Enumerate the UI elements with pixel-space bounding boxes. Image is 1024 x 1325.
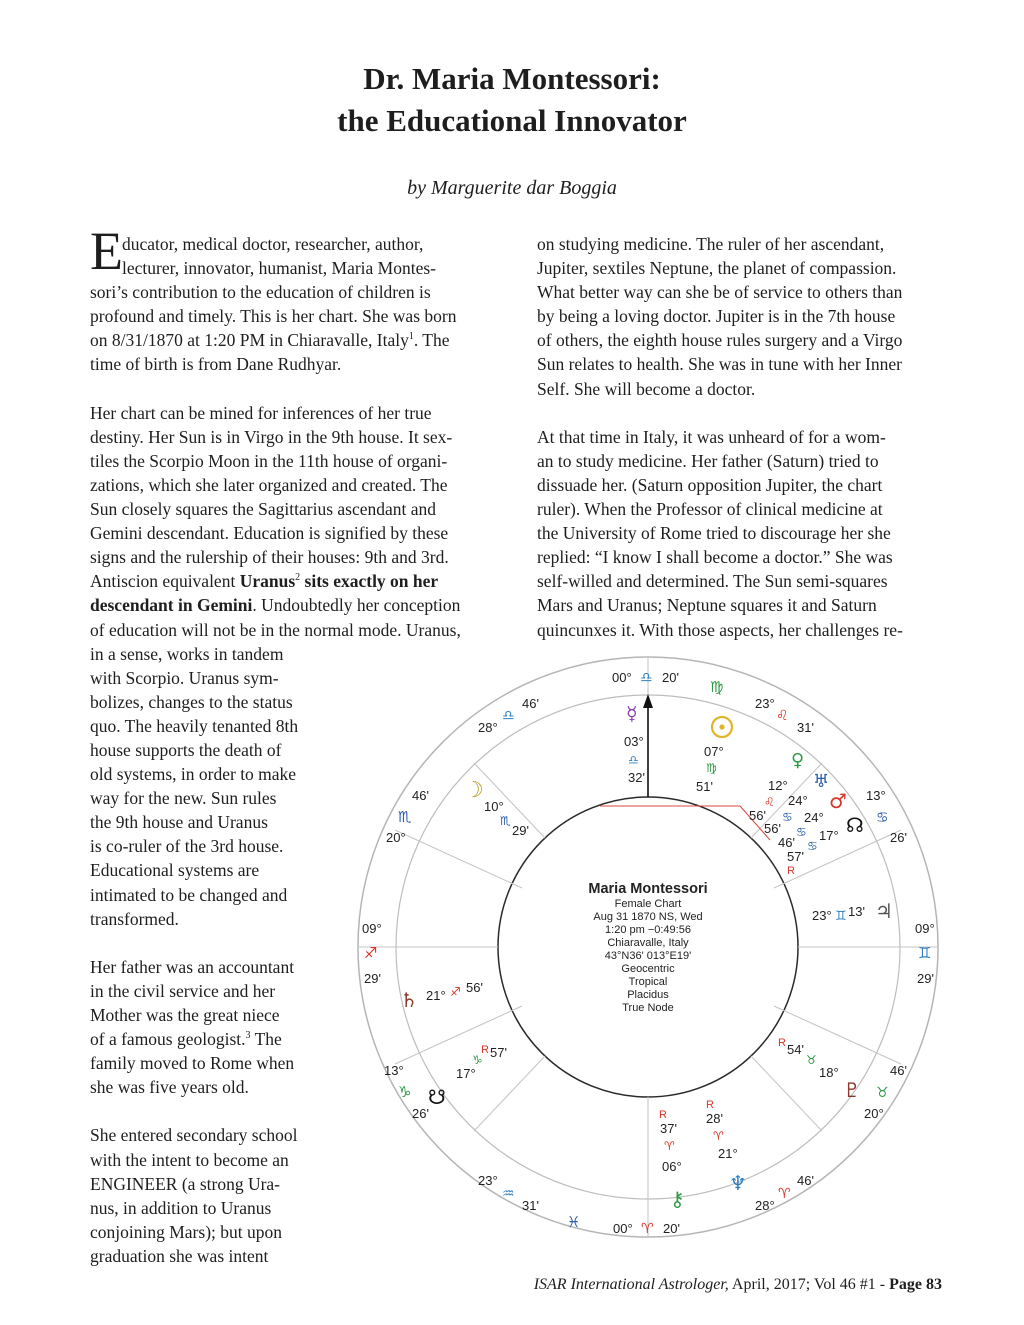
text-line: Jupiter, sextiles Neptune, the planet of compassion. bbox=[537, 258, 897, 279]
taurus-icon: ♉ bbox=[876, 1085, 889, 1101]
cusp2-minutes: 26' bbox=[412, 1106, 429, 1121]
gemini-icon: ♊ bbox=[918, 944, 932, 962]
page-footer bbox=[534, 1276, 942, 1294]
south-node-icon: ☋ bbox=[428, 1085, 446, 1109]
cusp11-degree: 28° bbox=[478, 720, 498, 735]
cusp9-degree: 23° bbox=[755, 696, 775, 711]
cusp12-minutes: 46' bbox=[412, 788, 429, 803]
chart-info-line: 43°N36' 013°E19' bbox=[604, 950, 692, 962]
pluto-minutes: 54' bbox=[787, 1042, 804, 1057]
uranus-degree: 24° bbox=[788, 793, 808, 808]
leo-icon: ♌ bbox=[776, 708, 789, 724]
retrograde-marker: R bbox=[659, 1109, 667, 1121]
text-line: sori’s contribution to the education of children is bbox=[90, 282, 431, 303]
snode-minutes: 57' bbox=[490, 1045, 507, 1060]
text-line: an to study medicine. Her father (Saturn) tried to bbox=[537, 450, 879, 471]
aquarius-icon: ♒ bbox=[502, 1186, 515, 1202]
mars-icon: ♂ bbox=[829, 789, 847, 813]
text-line: Sun relates to health. She was in tune with her Inner bbox=[537, 354, 902, 375]
text-line: intimated to be changed and bbox=[90, 884, 288, 905]
cusp9-minutes: 31' bbox=[797, 720, 814, 735]
text-line: replied: “I know I shall become a doctor.” She was bbox=[537, 547, 893, 568]
text-line: zations, which she later organized and created. The bbox=[90, 474, 448, 495]
text-line: quo. The heavily tenanted 8th bbox=[90, 715, 299, 736]
text-line: Gemini descendant. Education is signified by these bbox=[90, 523, 449, 544]
capricorn-icon: ♑ bbox=[398, 1083, 412, 1101]
text-line: on 8/31/1870 at 1:20 PM in Chiaravalle, Italy$^1$. The bbox=[90, 330, 450, 351]
text-line: At that time in Italy, it was unheard of for a wom- bbox=[537, 426, 886, 447]
chart-info-line: True Node bbox=[622, 1002, 674, 1014]
text-line: Antiscion equivalent Uranus$^2$ sits exactly on her bbox=[90, 571, 439, 592]
chiron-degree: 06° bbox=[662, 1159, 682, 1174]
text-line: tiles the Scorpio Moon in the 11th house of organi- bbox=[90, 450, 448, 471]
midheaven-arrow-icon bbox=[643, 694, 653, 708]
text-line: lecturer, innovator, humanist, Maria Montes- bbox=[122, 258, 437, 279]
chart-info-line: Chiaravalle, Italy bbox=[607, 937, 689, 949]
chart-info-line: Placidus bbox=[627, 989, 669, 1001]
chart-info-line: Aug 31 1870 NS, Wed bbox=[593, 911, 703, 923]
mercury-degree: 03° bbox=[624, 734, 644, 749]
aspect-lines bbox=[600, 806, 770, 840]
text-line: way for the new. Sun rules bbox=[90, 788, 277, 809]
asc-degree: 09° bbox=[362, 921, 382, 936]
chart-info-line: Geocentric bbox=[621, 963, 675, 975]
chiron-minutes: 37' bbox=[660, 1121, 677, 1136]
text-line: dissuade her. (Saturn opposition Jupiter, the chart bbox=[537, 474, 883, 495]
venus-icon: ♀ bbox=[791, 750, 805, 771]
pluto-degree: 18° bbox=[819, 1065, 839, 1080]
node-minutes: 57' bbox=[787, 849, 804, 864]
neptune-minutes: 28' bbox=[706, 1111, 723, 1126]
ic-degree: 00° bbox=[613, 1221, 633, 1236]
text-line: Self. She will become a doctor. bbox=[537, 378, 756, 399]
title-line-1: Dr. Maria Montessori: bbox=[363, 61, 661, 96]
cusp5-minutes: 46' bbox=[797, 1173, 814, 1188]
text-line: Educational systems are bbox=[90, 860, 260, 881]
node-degree: 17° bbox=[819, 828, 839, 843]
saturn-icon: ♄ bbox=[400, 988, 418, 1012]
cusp6-minutes: 46' bbox=[890, 1063, 907, 1078]
aries-icon: ♈ bbox=[778, 1186, 791, 1202]
title-line-2: the Educational Innovator bbox=[337, 103, 687, 138]
sun-minutes: 51' bbox=[696, 779, 713, 794]
ic-minutes: 20' bbox=[663, 1221, 680, 1236]
scorpio-icon: ♏ bbox=[398, 808, 412, 826]
libra-icon: ♎ bbox=[502, 708, 515, 724]
text-line: in the civil service and her bbox=[90, 980, 276, 1001]
text-line: signs and the rulership of their houses: 9th and 3rd. bbox=[90, 547, 449, 568]
cancer-icon: ♋ bbox=[807, 839, 818, 853]
capricorn-icon: ♑ bbox=[472, 1053, 483, 1067]
footnote-ref: 2 bbox=[295, 572, 301, 584]
text-line: ruler). When the Professor of clinical medicine at bbox=[537, 499, 883, 520]
cusp3-minutes: 31' bbox=[522, 1198, 539, 1213]
text-line: of others, the eighth house rules surgery and a Virgo bbox=[537, 330, 903, 351]
text-line: the 9th house and Uranus bbox=[90, 812, 268, 833]
text-line: time of birth is from Dane Rudhyar. bbox=[90, 354, 342, 375]
retrograde-marker: R bbox=[778, 1037, 786, 1049]
text-line: Sun closely squares the Sagittarius ascendant and bbox=[90, 499, 437, 520]
cusp3-degree: 23° bbox=[478, 1173, 498, 1188]
text-line: Mother was the great niece bbox=[90, 1005, 280, 1025]
mc-degree: 00° bbox=[612, 670, 632, 685]
moon-icon: ☽ bbox=[464, 778, 484, 803]
north-node-icon: ☊ bbox=[846, 813, 864, 837]
jupiter-icon: ♃ bbox=[875, 899, 893, 923]
text-line: conjoining Mars); but upon bbox=[90, 1221, 282, 1242]
footnote-ref: 3 bbox=[245, 1030, 251, 1042]
sagittarius-icon: ♐ bbox=[364, 944, 378, 962]
mercury-minutes: 32' bbox=[628, 770, 645, 785]
text-line: is co-ruler of the 3rd house. bbox=[90, 836, 284, 857]
cusp2-degree: 13° bbox=[384, 1063, 404, 1078]
cusp5-degree: 28° bbox=[755, 1198, 775, 1213]
cusp6-degree: 20° bbox=[864, 1106, 884, 1121]
chart-info-line: Female Chart bbox=[614, 898, 682, 910]
text-line: Mars and Uranus; Neptune squares it and Saturn bbox=[537, 595, 877, 616]
moon-degree: 10° bbox=[484, 799, 504, 814]
scorpio-icon: ♏ bbox=[500, 814, 511, 828]
saturn-minutes: 56' bbox=[466, 980, 483, 995]
pluto-icon: ♇ bbox=[843, 1078, 861, 1102]
sun-degree: 07° bbox=[704, 744, 724, 759]
leo-icon: ♌ bbox=[764, 795, 775, 809]
neptune-icon: ♆ bbox=[729, 1171, 747, 1195]
text-line: descendant in Gemini. Undoubtedly her conception bbox=[90, 595, 461, 616]
asc-minutes: 29' bbox=[364, 971, 381, 986]
mc-minutes: 20' bbox=[662, 670, 679, 685]
text-line: destiny. Her Sun is in Virgo in the 9th house. It sex- bbox=[90, 426, 453, 447]
neptune-degree: 21° bbox=[718, 1146, 738, 1161]
retrograde-marker: R bbox=[706, 1099, 714, 1111]
moon-minutes: 29' bbox=[512, 823, 529, 838]
text-line: quincunxes it. With those aspects, her challenges re- bbox=[537, 619, 903, 640]
jupiter-minutes: 13' bbox=[848, 904, 865, 919]
jupiter-degree: 23° bbox=[812, 908, 832, 923]
text-line: in a sense, works in tandem bbox=[90, 643, 284, 664]
text-line: of education will not be in the normal mode. Uranus, bbox=[90, 619, 461, 640]
text-line: transformed. bbox=[90, 908, 179, 929]
text-line: house supports the death of bbox=[90, 739, 282, 760]
text-line: nus, in addition to Uranus bbox=[90, 1197, 272, 1218]
text-line: ENGINEER (a strong Ura- bbox=[90, 1173, 281, 1194]
text-line: old systems, in order to make bbox=[90, 764, 297, 785]
gemini-icon: ♊ bbox=[835, 909, 847, 924]
aries-icon: ♈ bbox=[713, 1129, 724, 1143]
text-line: on studying medicine. The ruler of her ascendant, bbox=[537, 234, 885, 254]
mars-degree: 24° bbox=[804, 810, 824, 825]
text-line: with Scorpio. Uranus sym- bbox=[90, 667, 279, 688]
drop-cap: E bbox=[90, 221, 123, 281]
journal-name: ISAR International Astrologer, bbox=[533, 1276, 729, 1293]
text-line: ducator, medical doctor, researcher, author, bbox=[122, 234, 424, 254]
cusp8-degree: 13° bbox=[866, 788, 886, 803]
chart-native-name: Maria Montessori bbox=[588, 881, 708, 897]
text-line: she was five years old. bbox=[90, 1077, 249, 1098]
retrograde-marker: R bbox=[481, 1044, 489, 1056]
text-line: with the intent to become an bbox=[90, 1149, 289, 1170]
issue-info: April, 2017; Vol 46 #1 - bbox=[728, 1276, 890, 1293]
taurus-icon: ♉ bbox=[806, 1053, 817, 1067]
virgo-icon: ♍ bbox=[706, 761, 717, 775]
text-line: self-willed and determined. The Sun semi-squares bbox=[537, 571, 888, 592]
text-line: by being a loving doctor. Jupiter is in the 7th house bbox=[537, 306, 896, 327]
retrograde-marker: R bbox=[787, 865, 795, 877]
chart-info-line: Tropical bbox=[628, 976, 668, 988]
text-line: What better way can she be of service to others than bbox=[537, 282, 903, 303]
text-line: profound and timely. This is her chart. She was born bbox=[90, 306, 457, 327]
chart-info-block bbox=[588, 881, 707, 1014]
venus-degree: 12° bbox=[768, 778, 788, 793]
page-number: Page 83 bbox=[889, 1276, 942, 1293]
cusp12-degree: 20° bbox=[386, 830, 406, 845]
mars-minutes: 46' bbox=[778, 835, 795, 850]
text-line: bolizes, changes to the status bbox=[90, 691, 293, 712]
cancer-icon: ♋ bbox=[876, 810, 889, 826]
text-line: Her chart can be mined for inferences of her true bbox=[90, 402, 432, 423]
aries-icon: ♈ bbox=[641, 1221, 654, 1237]
text-line: family moved to Rome when bbox=[90, 1053, 295, 1074]
cusp8-minutes: 26' bbox=[890, 830, 907, 845]
cancer-icon: ♋ bbox=[796, 825, 807, 839]
mercury-icon: ☿ bbox=[626, 703, 638, 725]
uranus-icon: ♅ bbox=[813, 771, 830, 792]
text-line: She entered secondary school bbox=[90, 1125, 298, 1146]
byline: by Marguerite dar Boggia bbox=[407, 177, 617, 199]
uranus-minutes: 56' bbox=[764, 821, 781, 836]
libra-icon: ♎ bbox=[640, 670, 653, 686]
text-line: of a famous geologist.$^3$ The bbox=[90, 1029, 282, 1050]
text-line: graduation she was intent bbox=[90, 1245, 269, 1266]
saturn-degree: 21° bbox=[426, 988, 446, 1003]
dsc-degree: 09° bbox=[915, 921, 935, 936]
virgo-icon: ♍ bbox=[710, 678, 724, 696]
chart-info-line: 1:20 pm −0:49:56 bbox=[605, 924, 691, 936]
aries-icon: ♈ bbox=[664, 1139, 675, 1153]
cusp11-minutes: 46' bbox=[522, 696, 539, 711]
cancer-icon: ♋ bbox=[782, 810, 793, 824]
venus-minutes: 56' bbox=[749, 808, 766, 823]
footnote-ref: 1 bbox=[408, 331, 414, 343]
libra-icon: ♎ bbox=[628, 753, 639, 767]
sagittarius-icon: ♐ bbox=[450, 985, 461, 999]
sun-icon-dot bbox=[719, 724, 724, 729]
snode-degree: 17° bbox=[456, 1066, 476, 1081]
dsc-minutes: 29' bbox=[917, 971, 934, 986]
pisces-icon: ♓ bbox=[567, 1213, 581, 1231]
chiron-icon: ⚷ bbox=[670, 1187, 685, 1211]
text-line: Her father was an accountant bbox=[90, 956, 295, 977]
text-line: the University of Rome tried to discourage her she bbox=[537, 523, 891, 544]
